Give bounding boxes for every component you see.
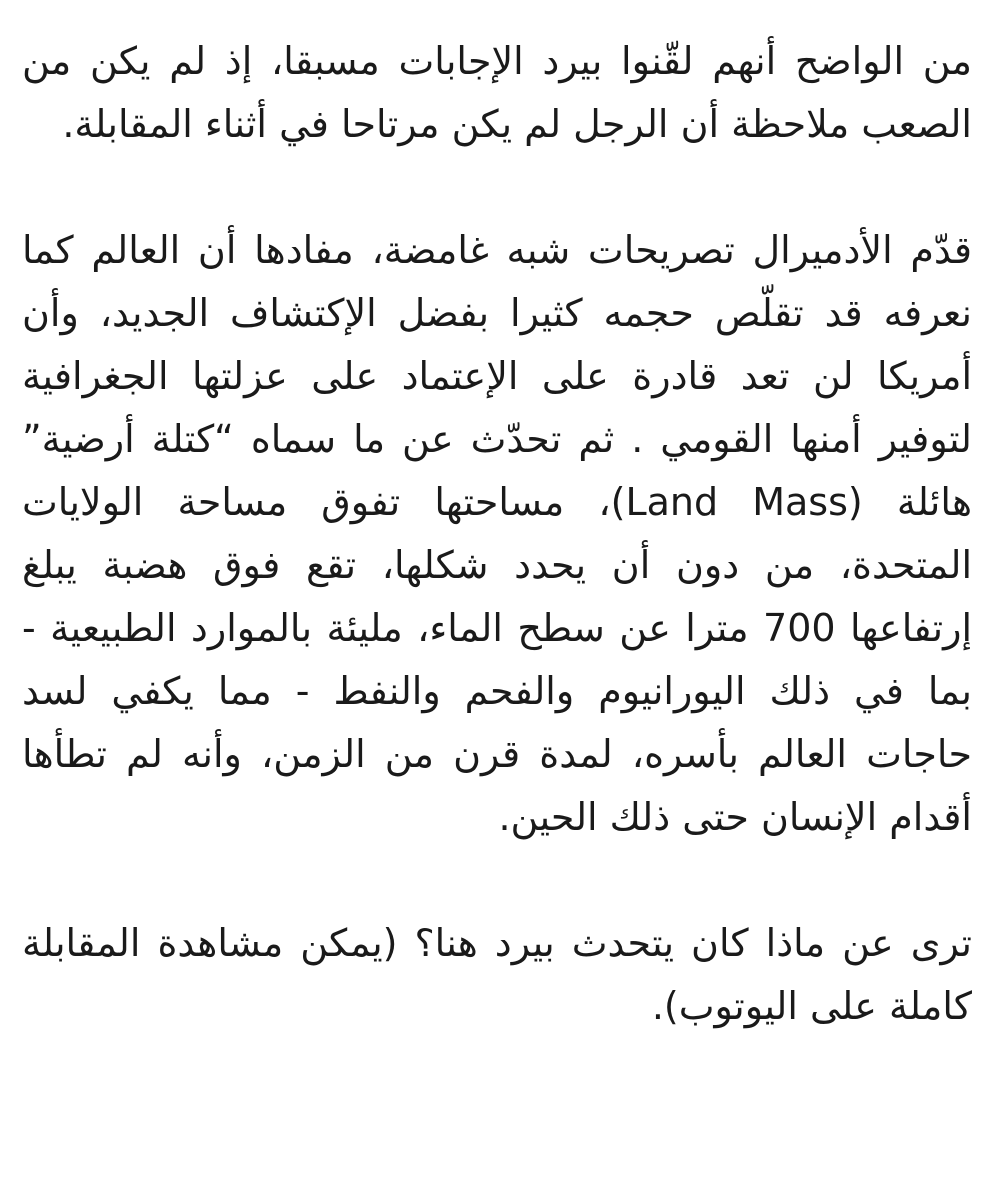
paragraph-1: من الواضح أنهم لقّنوا بيرد الإجابات مسبقا، إذ لم يكن من الصعب ملاحظة أن الرجل لم يكن مرتاحا في أثناء المقابلة. — [22, 39, 972, 146]
article-body — [22, 30, 972, 1038]
paragraph-3: ترى عن ماذا كان يتحدث بيرد هنا؟ (يمكن مشاهدة المقابلة كاملة على اليوتوب). — [22, 921, 972, 1028]
paragraph-2: قدّم الأدميرال تصريحات شبه غامضة، مفادها أن العالم كما نعرفه قد تقلّص حجمه كثيرا بفضل الإكتشاف الجديد، وأن أمريكا لن تعد قادرة على الإعتماد على عزلتها الجغرافية لتوفير أمنها القومي . ثم تحدّث عن ما سماه “كتلة أرضية” هائلة (Land Mass)، مساحتها تفوق مساحة الولايات المتحدة، من دون أن يحدد شكلها، تقع فوق هضبة يبلغ إرتفاعها 700 مترا عن سطح الماء، مليئة بالموارد الطبيعية - بما في ذلك اليورانيوم والفحم والنفط - مما يكفي لسد حاجات العالم بأسره، لمدة قرن من الزمن، وأنه لم تطأها أقدام الإنسان حتى ذلك الحين. — [22, 228, 972, 839]
